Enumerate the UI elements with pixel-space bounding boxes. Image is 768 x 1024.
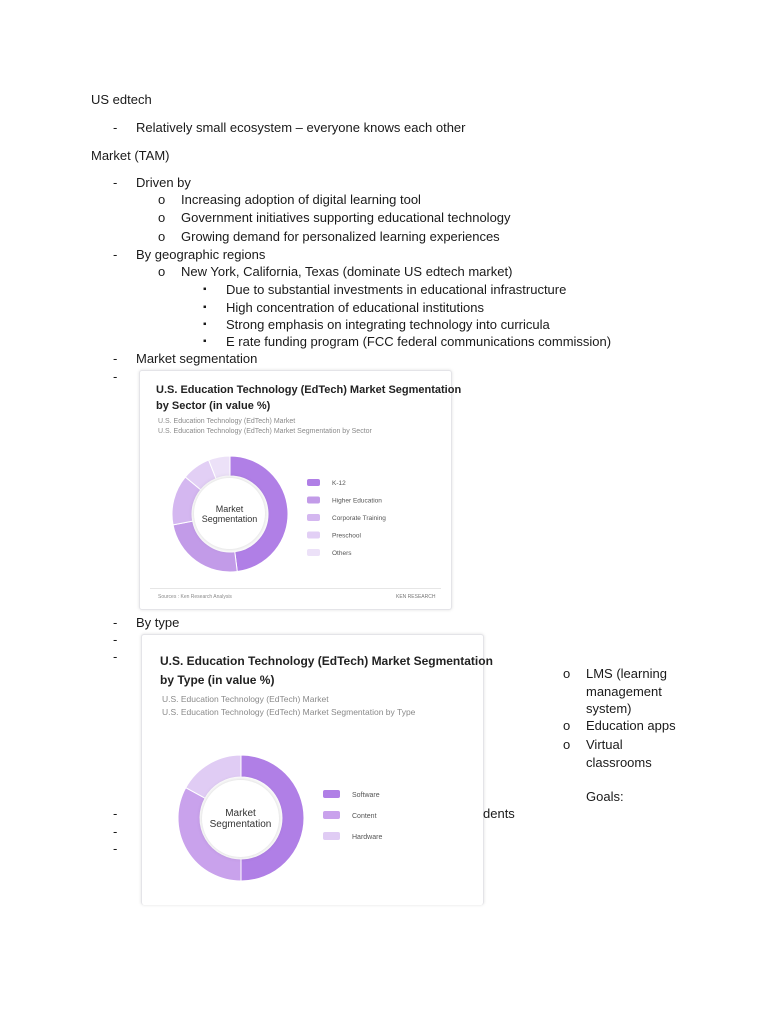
us-edtech-point: Relatively small ecosystem – everyone knows each other xyxy=(136,120,466,135)
chart-subtitle: U.S. Education Technology (EdTech) Market Segmentation by Sector xyxy=(158,428,372,435)
circle-bullet: o xyxy=(158,192,166,207)
donut-center-label: Market Segmentation xyxy=(202,780,279,857)
chart-subtitle: U.S. Education Technology (EdTech) Market Segmentation by Type xyxy=(162,707,416,717)
geo-states: New York, California, Texas (dominate US edtech market) xyxy=(181,264,513,279)
legend-swatch xyxy=(307,497,320,504)
dash-bullet: - xyxy=(113,615,118,630)
dash-bullet: - xyxy=(113,351,118,366)
circle-bullet: o xyxy=(563,737,571,752)
geo-reason: E rate funding program (FCC federal communications commission) xyxy=(226,334,612,349)
by-type-label: By type xyxy=(136,615,180,630)
type-chart-card xyxy=(141,634,493,905)
type-item-lms-line3: system) xyxy=(586,701,632,716)
driven-by-label: Driven by xyxy=(136,175,191,190)
driver-item: Increasing adoption of digital learning tool xyxy=(181,192,421,207)
circle-bullet: o xyxy=(158,229,166,244)
dash-bullet: - xyxy=(113,369,118,384)
legend-label: Preschool xyxy=(332,532,361,540)
card-divider xyxy=(150,588,441,589)
circle-bullet: o xyxy=(158,264,166,279)
chart-subtitle: U.S. Education Technology (EdTech) Market xyxy=(158,418,296,425)
circle-bullet: o xyxy=(563,718,571,733)
driver-item: Government initiatives supporting educational technology xyxy=(181,210,511,225)
by-geo-label: By geographic regions xyxy=(136,247,266,262)
circle-bullet: o xyxy=(158,210,166,225)
goals-label: Goals: xyxy=(586,789,624,804)
chart-title-line1: U.S. Education Technology (EdTech) Market Segmentation xyxy=(156,384,462,396)
dash-bullet: - xyxy=(113,175,118,190)
dash-bullet: - xyxy=(113,632,118,647)
dash-bullet: - xyxy=(113,824,118,839)
legend-swatch xyxy=(307,532,320,539)
legend-label: Software xyxy=(352,792,380,799)
heading-us-edtech: US edtech xyxy=(91,92,152,107)
dash-bullet: - xyxy=(113,841,118,856)
circle-bullet: o xyxy=(563,666,571,681)
donut-center-label: Market Segmentation xyxy=(194,478,265,549)
geo-reason: Strong emphasis on integrating technology into curricula xyxy=(226,317,550,332)
square-bullet: ▪ xyxy=(203,336,207,347)
square-bullet: ▪ xyxy=(203,284,207,295)
type-item-apps: Education apps xyxy=(586,718,676,733)
legend-label: K-12 xyxy=(332,480,346,487)
sector-chart-card xyxy=(139,370,462,610)
legend-swatch xyxy=(323,811,340,819)
dash-bullet: - xyxy=(113,649,118,664)
legend-swatch xyxy=(307,549,320,556)
legend-swatch xyxy=(323,832,340,840)
dash-bullet: - xyxy=(113,247,118,262)
chart-title-line2: by Type (in value %) xyxy=(160,673,275,687)
type-item-lms-line1: LMS (learning xyxy=(586,666,667,681)
legend-swatch xyxy=(307,479,320,486)
chart-title-line2: by Sector (in value %) xyxy=(156,400,271,412)
dash-bullet: - xyxy=(113,120,118,135)
chart-source: Sources : Ken Research Analysis xyxy=(158,594,232,600)
legend-label: Higher Education xyxy=(332,497,382,505)
legend-swatch xyxy=(323,790,340,798)
chart-subtitle: U.S. Education Technology (EdTech) Market xyxy=(162,694,329,704)
legend-label: Content xyxy=(352,813,377,820)
square-bullet: ▪ xyxy=(203,319,207,330)
type-item-virtual-line1: Virtual xyxy=(586,737,623,752)
type-item-virtual-line2: classrooms xyxy=(586,755,652,770)
driver-item: Growing demand for personalized learning experiences xyxy=(181,229,500,244)
square-bullet: ▪ xyxy=(203,302,207,313)
geo-reason: High concentration of educational institutions xyxy=(226,300,484,315)
geo-reason: Due to substantial investments in educational infrastructure xyxy=(226,282,567,297)
dash-bullet: - xyxy=(113,806,118,821)
chart-title-line1: U.S. Education Technology (EdTech) Market Segmentation xyxy=(160,654,493,668)
type-item-lms-line2: management xyxy=(586,684,662,699)
ken-research-logo: KEN RESEARCH xyxy=(396,594,436,600)
partial-text: dents xyxy=(483,806,515,821)
market-segmentation-label: Market segmentation xyxy=(136,351,258,366)
legend-swatch xyxy=(307,514,320,521)
legend-label: Hardware xyxy=(352,834,383,841)
type-donut-chart xyxy=(142,635,483,905)
heading-market-tam: Market (TAM) xyxy=(91,148,170,163)
legend-label: Others xyxy=(332,550,352,557)
sector-donut-chart xyxy=(140,371,451,609)
legend-label: Corporate Training xyxy=(332,515,386,522)
